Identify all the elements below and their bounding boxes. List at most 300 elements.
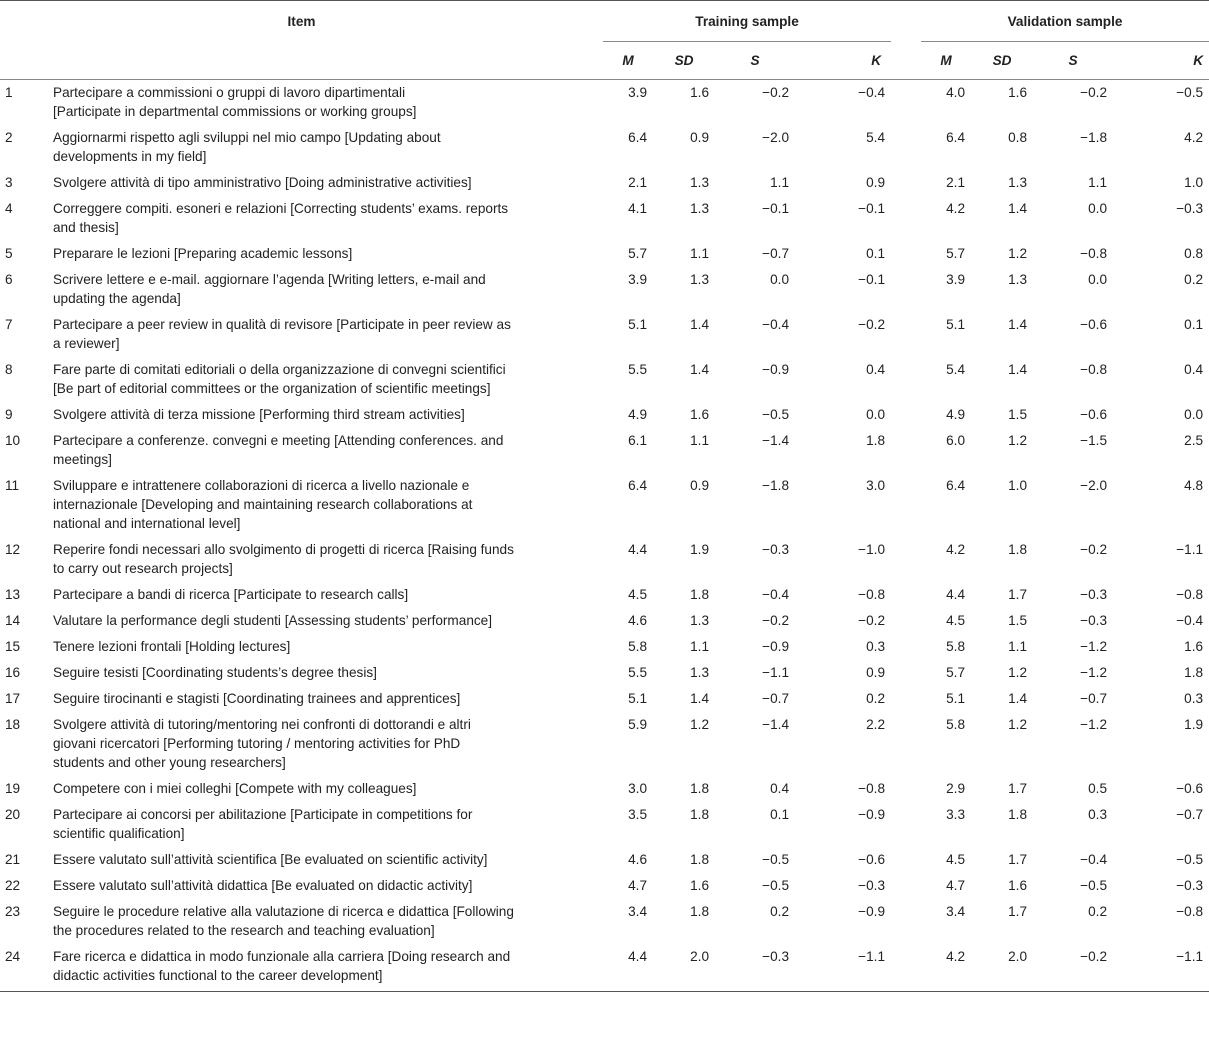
item-text	[53, 686, 603, 712]
validation-s-value: −0.6	[1080, 317, 1108, 332]
training-sd-value: 1.2	[690, 717, 710, 732]
validation-m-value: 2.1	[946, 175, 966, 190]
training-m-header: M	[603, 42, 653, 80]
validation-m-value: 3.3	[946, 807, 966, 822]
item-text-line: and thesis]	[53, 220, 119, 235]
validation-s-value: −0.2	[1080, 85, 1108, 100]
validation-sd-value: 2.0	[971, 944, 1033, 992]
validation-sd-value: 1.4	[1008, 317, 1028, 332]
table-row	[0, 873, 1209, 899]
training-m-value: 6.4	[628, 130, 648, 145]
training-s-value: −2.0	[762, 130, 790, 145]
validation-s-value: −0.8	[1080, 362, 1108, 377]
item-text-line: students and other young researchers]	[53, 755, 286, 770]
item-text-line: Tenere lezioni frontali [Holding lectures]	[53, 639, 291, 654]
training-s-value: −0.2	[762, 613, 790, 628]
validation-k-value: −0.4	[1176, 613, 1204, 628]
validation-k-value: −0.8	[1176, 904, 1204, 919]
table-row	[0, 267, 1209, 312]
training-k-value: 0.0	[866, 407, 886, 422]
item-number: 10	[5, 433, 21, 448]
validation-s-value: 0.0	[1088, 201, 1108, 216]
training-m-value: 4.5	[628, 587, 648, 602]
training-k-value: 2.2	[866, 717, 886, 732]
training-m-value: 5.1	[628, 317, 648, 332]
validation-s-value: −0.4	[1080, 852, 1108, 867]
validation-m-value: 5.1	[946, 691, 966, 706]
validation-m-value: 5.7	[946, 246, 966, 261]
training-s-value: −0.4	[762, 317, 790, 332]
validation-s-value: −0.3	[1080, 587, 1108, 602]
item-text	[53, 776, 603, 802]
table-row	[0, 776, 1209, 802]
table-header	[0, 1, 1209, 80]
validation-s-header: S	[1033, 42, 1113, 80]
training-s-value: −0.4	[762, 587, 790, 602]
table-row	[0, 473, 1209, 537]
validation-m-value: 5.1	[946, 317, 966, 332]
training-sd-value: 1.6	[690, 878, 710, 893]
training-m-value: 4.6	[628, 852, 648, 867]
training-sd-value: 1.8	[690, 807, 710, 822]
validation-k-value: 0.2	[1184, 272, 1204, 287]
validation-s-value: 0.5	[1088, 781, 1108, 796]
training-k-value: −1.0	[858, 542, 886, 557]
validation-sd-value: 1.2	[1008, 665, 1028, 680]
training-sd-value: 1.6	[690, 407, 710, 422]
item-text-line: Preparare le lezioni [Preparing academic lessons]	[53, 246, 353, 261]
training-sd-value: 1.8	[690, 587, 710, 602]
training-s-value: −0.5	[762, 878, 790, 893]
training-s-value: 0.4	[770, 781, 790, 796]
item-number: 24	[0, 944, 53, 992]
item-number: 11	[5, 478, 20, 493]
item-number: 4	[5, 201, 13, 216]
validation-s-value: 0.0	[1088, 272, 1108, 287]
validation-m-header: M	[921, 42, 971, 80]
validation-s-value: 0.3	[1088, 807, 1108, 822]
item-text	[53, 473, 603, 537]
training-s-value: −1.8	[762, 478, 790, 493]
table-row	[0, 428, 1209, 473]
item-text	[53, 608, 603, 634]
training-k-value: 0.3	[866, 639, 886, 654]
validation-m-value: 4.2	[921, 944, 971, 992]
validation-sd-value: 1.6	[1008, 85, 1028, 100]
item-text	[53, 873, 603, 899]
training-m-value: 5.5	[628, 665, 648, 680]
item-text	[53, 660, 603, 686]
item-number: 9	[5, 407, 13, 422]
training-k-value: −0.1	[858, 201, 886, 216]
item-number: 20	[5, 807, 21, 822]
item-text-line: meetings]	[53, 452, 112, 467]
item-text	[53, 847, 603, 873]
item-text	[53, 196, 603, 241]
training-m-value: 5.1	[628, 691, 648, 706]
training-s-value: −0.5	[762, 852, 790, 867]
training-s-value: −0.3	[762, 542, 790, 557]
validation-m-value: 4.2	[946, 542, 966, 557]
validation-sd-value: 1.7	[1008, 587, 1028, 602]
validation-k-value: −0.5	[1176, 85, 1204, 100]
training-sd-value: 1.8	[690, 781, 710, 796]
training-k-value: 1.8	[866, 433, 886, 448]
item-text-line: Sviluppare e intrattenere collaborazioni di ricerca a livello nazionale e	[53, 478, 470, 493]
validation-s-value: 0.2	[1088, 904, 1108, 919]
training-s-value: −0.9	[762, 639, 790, 654]
training-sd-value: 1.4	[690, 691, 710, 706]
validation-sd-value: 1.2	[1008, 246, 1028, 261]
training-sd-value: 1.3	[690, 272, 710, 287]
training-k-value: −0.9	[858, 807, 886, 822]
validation-s-value: −0.2	[1080, 542, 1108, 557]
validation-m-value: 5.4	[946, 362, 966, 377]
validation-k-value: 0.8	[1184, 246, 1204, 261]
validation-k-header: K	[1113, 42, 1209, 80]
training-k-value: −1.1	[795, 944, 891, 992]
item-text-line: [Participate in departmental commissions or working groups]	[53, 104, 417, 119]
item-text	[53, 170, 603, 196]
validation-m-value: 5.7	[946, 665, 966, 680]
validation-k-value: 0.0	[1184, 407, 1204, 422]
training-k-value: −0.2	[858, 317, 886, 332]
validation-k-value: −0.3	[1176, 878, 1204, 893]
validation-sd-value: 1.5	[1008, 613, 1028, 628]
validation-m-value: 4.7	[946, 878, 966, 893]
validation-m-value: 6.4	[946, 478, 966, 493]
training-s-value: −0.7	[762, 691, 790, 706]
item-text	[53, 428, 603, 473]
item-number: 8	[5, 362, 13, 377]
training-sd-value: 1.4	[690, 362, 710, 377]
training-m-value: 6.4	[628, 478, 648, 493]
item-text-line: giovani ricercatori [Performing tutoring / mentoring activities for PhD	[53, 736, 461, 751]
training-s-value: 0.2	[770, 904, 790, 919]
item-number: 21	[5, 852, 21, 867]
table-row	[0, 847, 1209, 873]
training-s-value: −0.2	[762, 85, 790, 100]
table-body	[0, 80, 1209, 992]
item-number: 16	[5, 665, 21, 680]
item-text-line: Scrivere lettere e e-mail. aggiornare l’agenda [Writing letters, e-mail and	[53, 272, 486, 287]
training-m-value: 4.6	[628, 613, 648, 628]
validation-k-value: 0.4	[1184, 362, 1204, 377]
training-m-value: 5.8	[628, 639, 648, 654]
training-sd-value: 2.0	[653, 944, 715, 992]
training-k-value: −0.1	[858, 272, 886, 287]
training-sd-value: 1.3	[690, 175, 710, 190]
table-row	[0, 899, 1209, 944]
validation-k-value: 0.1	[1184, 317, 1204, 332]
training-s-value: 0.0	[770, 272, 790, 287]
training-m-value: 4.4	[603, 944, 653, 992]
table-row	[0, 357, 1209, 402]
training-sd-value: 1.1	[690, 246, 710, 261]
validation-m-value: 6.0	[946, 433, 966, 448]
item-text	[53, 634, 603, 660]
validation-k-value: 4.2	[1184, 130, 1204, 145]
validation-s-value: −1.8	[1080, 130, 1108, 145]
validation-sd-value: 1.4	[1008, 201, 1028, 216]
training-sd-value: 0.9	[690, 130, 710, 145]
validation-s-value: −0.2	[1033, 944, 1113, 992]
validation-k-value: 1.9	[1184, 717, 1204, 732]
training-sd-value: 0.9	[690, 478, 710, 493]
validation-sd-value: 1.8	[1008, 542, 1028, 557]
validation-m-value: 4.9	[946, 407, 966, 422]
training-m-value: 3.5	[628, 807, 648, 822]
validation-sd-header: SD	[971, 42, 1033, 80]
item-number: 6	[5, 272, 13, 287]
training-s-value: −1.4	[762, 717, 790, 732]
table-row	[0, 608, 1209, 634]
training-s-header: S	[715, 42, 795, 80]
training-k-value: −0.4	[858, 85, 886, 100]
training-m-value: 4.7	[628, 878, 648, 893]
validation-sd-value: 1.4	[1008, 691, 1028, 706]
validation-m-value: 4.2	[946, 201, 966, 216]
validation-sd-value: 1.7	[1008, 781, 1028, 796]
table-row	[0, 712, 1209, 776]
table-row	[0, 125, 1209, 170]
validation-k-value: −0.6	[1176, 781, 1204, 796]
validation-m-value: 3.9	[946, 272, 966, 287]
training-s-value: −0.5	[762, 407, 790, 422]
validation-s-value: −1.5	[1080, 433, 1108, 448]
training-sd-value: 1.4	[690, 317, 710, 332]
item-number: 12	[5, 542, 21, 557]
training-sd-value: 1.9	[690, 542, 710, 557]
item-text-line: [Be part of editorial committees or the organization of scientific meetings]	[53, 381, 491, 396]
item-text-line: Svolgere attività di terza missione [Performing third stream activities]	[53, 407, 465, 422]
item-text-line: Fare parte di comitati editoriali o della organizzazione di convegni scientifici	[53, 362, 506, 377]
validation-sd-value: 1.7	[1008, 904, 1028, 919]
item-text-line: Svolgere attività di tutoring/mentoring nei confronti di dottorandi e altri	[53, 717, 471, 732]
item-number: 19	[5, 781, 21, 796]
validation-s-value: −0.3	[1080, 613, 1108, 628]
validation-m-value: 5.8	[946, 717, 966, 732]
training-m-value: 3.9	[628, 272, 648, 287]
validation-m-value: 4.4	[946, 587, 966, 602]
validation-m-value: 2.9	[946, 781, 966, 796]
validation-s-value: −1.2	[1080, 639, 1108, 654]
validation-sd-value: 1.2	[1008, 433, 1028, 448]
validation-sd-value: 1.3	[1008, 175, 1028, 190]
item-text	[53, 944, 603, 992]
validation-k-value: 1.0	[1184, 175, 1204, 190]
item-number: 22	[5, 878, 21, 893]
table-row	[0, 802, 1209, 847]
training-sd-value: 1.3	[690, 665, 710, 680]
table-row	[0, 582, 1209, 608]
training-m-value: 2.1	[628, 175, 648, 190]
table-row	[0, 170, 1209, 196]
training-m-value: 5.9	[628, 717, 648, 732]
table-row	[0, 196, 1209, 241]
item-text	[53, 712, 603, 776]
item-text-line: Essere valutato sull’attività scientifica [Be evaluated on scientific activity]	[53, 852, 488, 867]
item-text-line: Aggiornarmi rispetto agli sviluppi nel mio campo [Updating about	[53, 130, 441, 145]
training-k-value: 3.0	[866, 478, 886, 493]
item-text	[53, 267, 603, 312]
table-row	[0, 634, 1209, 660]
item-text-line: the procedures related to the research and teaching evaluation]	[53, 923, 435, 938]
validation-m-value: 4.0	[946, 85, 966, 100]
table-row	[0, 80, 1209, 126]
item-text-line: Seguire tirocinanti e stagisti [Coordinating trainees and apprentices]	[53, 691, 461, 706]
validation-m-value: 4.5	[946, 613, 966, 628]
training-m-value: 5.7	[628, 246, 648, 261]
training-k-value: −0.8	[858, 781, 886, 796]
item-text	[53, 125, 603, 170]
item-number: 18	[5, 717, 21, 732]
item-text	[53, 582, 603, 608]
validation-s-value: −0.8	[1080, 246, 1108, 261]
validation-k-value: −0.3	[1176, 201, 1204, 216]
table-row	[0, 402, 1209, 428]
validation-k-value: −0.5	[1176, 852, 1204, 867]
item-text-line: Competere con i miei colleghi [Compete with my colleagues]	[53, 781, 417, 796]
training-k-value: −0.3	[858, 878, 886, 893]
item-text	[53, 537, 603, 582]
training-k-value: 5.4	[866, 130, 886, 145]
validation-sd-value: 0.8	[1008, 130, 1028, 145]
validation-k-value: 4.8	[1184, 478, 1204, 493]
item-text-line: Partecipare a conferenze. convegni e meeting [Attending conferences. and	[53, 433, 504, 448]
training-sd-value: 1.8	[690, 852, 710, 867]
training-m-value: 4.9	[628, 407, 648, 422]
training-sd-value: 1.6	[690, 85, 710, 100]
validation-sd-value: 1.3	[1008, 272, 1028, 287]
item-number: 13	[5, 587, 21, 602]
item-number: 7	[5, 317, 13, 332]
item-number: 23	[5, 904, 21, 919]
item-text-line: Svolgere attività di tipo amministrativo [Doing administrative activities]	[53, 175, 472, 190]
table-row	[0, 537, 1209, 582]
item-text-line: Fare ricerca e didattica in modo funzionale alla carriera [Doing research and	[53, 949, 511, 964]
validation-m-value: 5.8	[946, 639, 966, 654]
training-sd-value: 1.3	[690, 613, 710, 628]
item-text-line: Seguire le procedure relative alla valutazione di ricerca e didattica [Following	[53, 904, 514, 919]
training-m-value: 5.5	[628, 362, 648, 377]
training-m-value: 6.1	[628, 433, 648, 448]
training-m-value: 4.4	[628, 542, 648, 557]
validation-s-value: −0.5	[1080, 878, 1108, 893]
item-text-line: national and international level]	[53, 516, 241, 531]
item-text	[53, 241, 603, 267]
validation-sd-value: 1.2	[1008, 717, 1028, 732]
validation-sample-header: Validation sample	[921, 1, 1209, 42]
validation-k-value: −0.8	[1176, 587, 1204, 602]
item-number: 1	[5, 85, 13, 100]
training-k-value: 0.9	[866, 665, 886, 680]
table-row	[0, 312, 1209, 357]
item-number: 14	[5, 613, 21, 628]
item-text-line: Partecipare ai concorsi per abilitazione [Participate in competitions for	[53, 807, 473, 822]
validation-k-value: −0.7	[1176, 807, 1204, 822]
training-k-value: −0.2	[858, 613, 886, 628]
item-text-line: a reviewer]	[53, 336, 120, 351]
training-k-header: K	[795, 42, 891, 80]
validation-sd-value: 1.0	[1008, 478, 1028, 493]
item-text	[53, 899, 603, 944]
training-sd-value: 1.3	[690, 201, 710, 216]
validation-s-value: −1.2	[1080, 665, 1108, 680]
item-number: 5	[5, 246, 13, 261]
validation-k-value: 1.6	[1184, 639, 1204, 654]
item-number: 3	[5, 175, 13, 190]
validation-sd-value: 1.6	[1008, 878, 1028, 893]
validation-sd-value: 1.7	[1008, 852, 1028, 867]
validation-s-value: 1.1	[1088, 175, 1108, 190]
validation-k-value: 0.3	[1184, 691, 1204, 706]
validation-s-value: −1.2	[1080, 717, 1108, 732]
item-text	[53, 802, 603, 847]
item-text	[53, 357, 603, 402]
validation-sd-value: 1.1	[1008, 639, 1028, 654]
training-m-value: 3.4	[628, 904, 648, 919]
item-text-line: Partecipare a commissioni o gruppi di lavoro dipartimentali	[53, 85, 406, 100]
item-text-line: scientific qualification]	[53, 826, 185, 841]
training-sd-value: 1.8	[690, 904, 710, 919]
training-s-value: −0.9	[762, 362, 790, 377]
training-sd-value: 1.1	[690, 639, 710, 654]
validation-sd-value: 1.8	[1008, 807, 1028, 822]
item-text-line: developments in my field]	[53, 149, 207, 164]
item-number: 17	[5, 691, 21, 706]
training-k-value: 0.1	[866, 246, 886, 261]
training-sample-header: Training sample	[603, 1, 891, 42]
training-k-value: 0.4	[866, 362, 886, 377]
training-k-value: 0.2	[866, 691, 886, 706]
training-m-value: 3.9	[628, 85, 648, 100]
validation-s-value: −0.7	[1080, 691, 1108, 706]
training-m-value: 3.0	[628, 781, 648, 796]
training-sd-header: SD	[653, 42, 715, 80]
validation-sd-value: 1.4	[1008, 362, 1028, 377]
training-k-value: −0.6	[858, 852, 886, 867]
validation-k-value: −1.1	[1176, 542, 1204, 557]
validation-m-value: 3.4	[946, 904, 966, 919]
item-text-line: internazionale [Developing and maintaining research collaborations at	[53, 497, 473, 512]
item-text-line: Partecipare a peer review in qualità di revisore [Participate in peer review as	[53, 317, 511, 332]
validation-sd-value: 1.5	[1008, 407, 1028, 422]
item-text	[53, 312, 603, 357]
item-text-line: Essere valutato sull’attività didattica [Be evaluated on didactic activity]	[53, 878, 473, 893]
item-text	[53, 402, 603, 428]
validation-k-value: −1.1	[1113, 944, 1209, 992]
item-text-line: Valutare la performance degli studenti [Assessing students’ performance]	[53, 613, 493, 628]
table-row	[0, 241, 1209, 267]
training-s-value: −0.1	[762, 201, 790, 216]
item-header: Item	[0, 1, 603, 42]
training-s-value: −1.4	[762, 433, 790, 448]
item-number: 2	[5, 130, 13, 145]
validation-s-value: −2.0	[1080, 478, 1108, 493]
validation-s-value: −0.6	[1080, 407, 1108, 422]
item-text-line: to carry out research projects]	[53, 561, 233, 576]
item-text-line: Seguire tesisti [Coordinating students’s degree thesis]	[53, 665, 377, 680]
validation-m-value: 6.4	[946, 130, 966, 145]
validation-k-value: 1.8	[1184, 665, 1204, 680]
item-text-line: Correggere compiti. esoneri e relazioni [Correcting students’ exams. reports	[53, 201, 509, 216]
validation-m-value: 4.5	[946, 852, 966, 867]
table-row	[0, 660, 1209, 686]
validation-k-value: 2.5	[1184, 433, 1204, 448]
training-s-value: −0.7	[762, 246, 790, 261]
item-text	[53, 80, 603, 126]
